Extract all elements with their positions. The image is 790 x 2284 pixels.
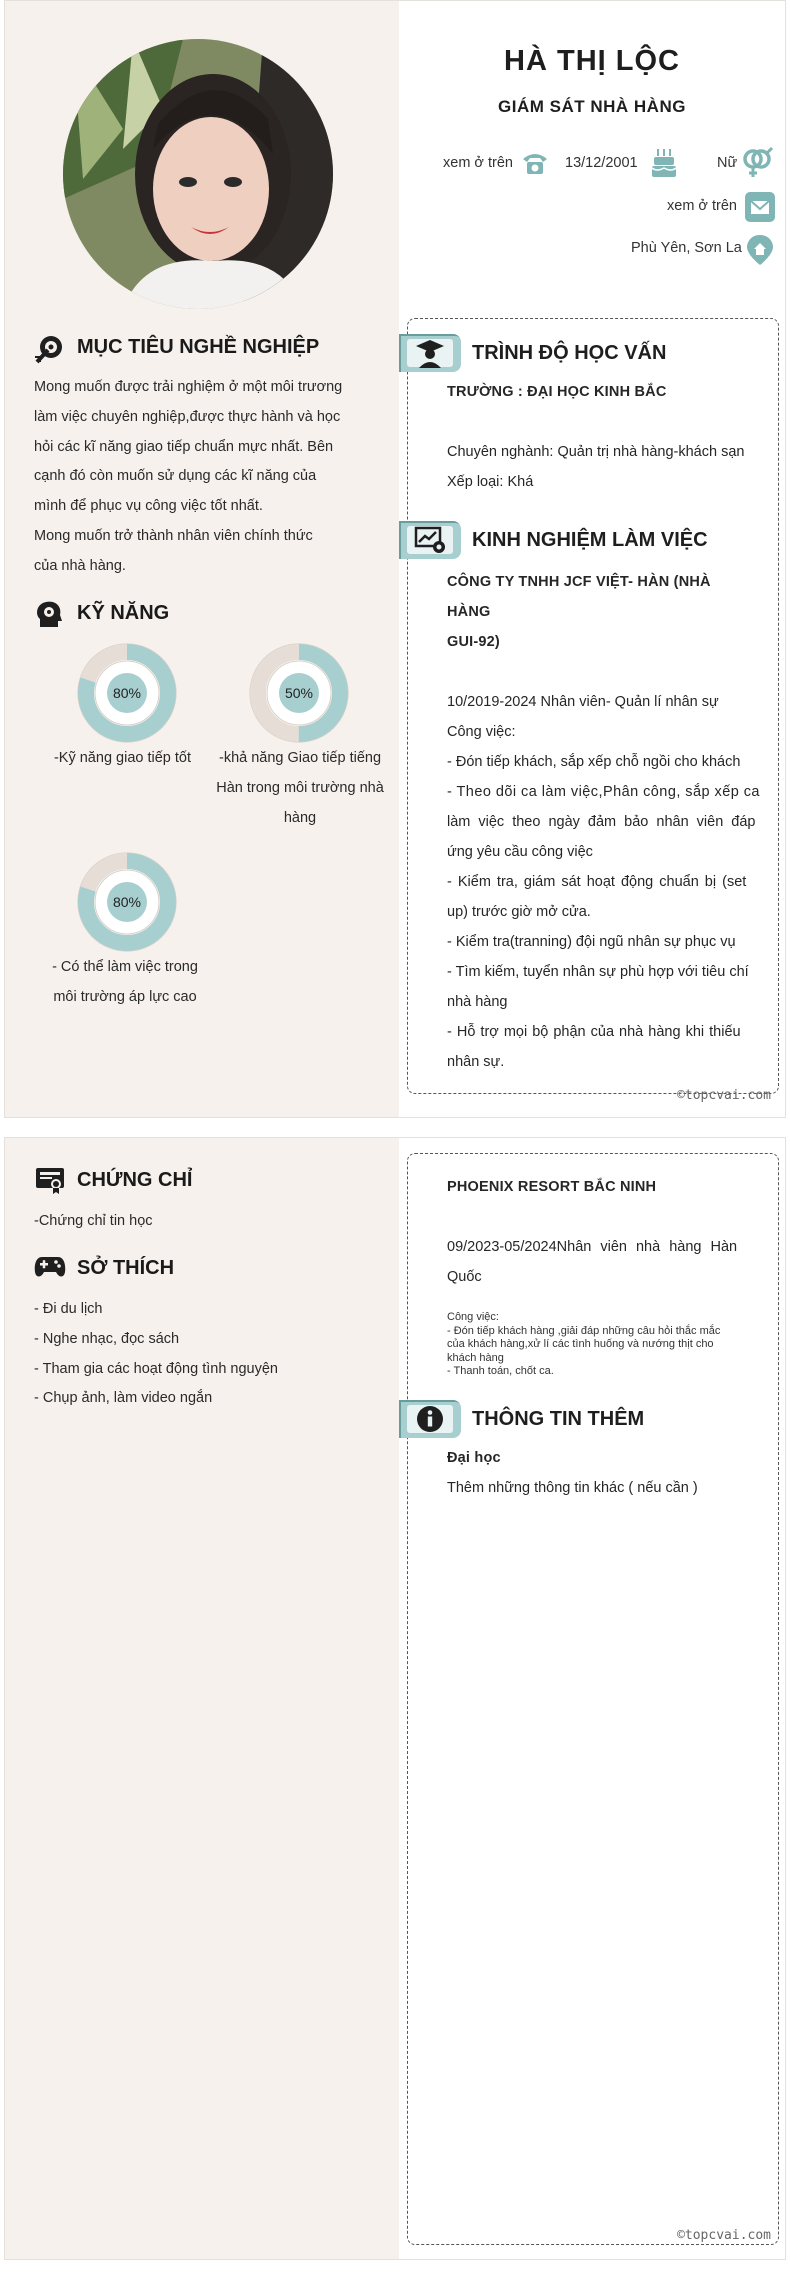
duty-line: khách hàng: [447, 1351, 504, 1364]
profile-photo: [63, 39, 333, 309]
birthday-cake-icon: [650, 147, 678, 179]
duty-line: nhân sự.: [447, 1054, 505, 1070]
gauge-percent-label: 80%: [112, 894, 142, 910]
skill-label-line: -khả năng Giao tiếp tiếng: [218, 750, 382, 766]
additional-subtitle: Đại học: [447, 1450, 501, 1466]
education-major: Chuyên nghành: Quản trị nhà hàng-khách sạn: [447, 444, 745, 460]
duty-line: - Kiểm tra, giám sát hoạt động chuẩn bị (set: [447, 874, 747, 890]
duty-line: Công việc:: [447, 1311, 499, 1323]
birthday-value: 13/12/2001: [565, 155, 638, 171]
job-period-cont: Quốc: [447, 1269, 482, 1285]
skill-label-line: hàng: [283, 810, 317, 826]
experience-title: KINH NGHIỆM LÀM VIỆC: [472, 529, 708, 551]
additional-info-content: [447, 1443, 753, 1503]
email-value: xem ở trên: [667, 198, 737, 214]
watermark: ©topcvai.com: [677, 1088, 771, 1103]
objective-line: hỏi các kĩ năng giao tiếp chuẩn mực nhất. Bên: [34, 438, 334, 455]
objective-line: mình để phục vụ công việc tốt nhất.: [34, 498, 263, 515]
skill-gauge: [77, 643, 177, 743]
company-name: PHOENIX RESORT BẮC NINH: [447, 1179, 657, 1195]
objective-line: làm việc chuyên nghiệp,được thực hành và học: [34, 408, 341, 425]
experience-tab: [399, 521, 461, 559]
skill-label-line: - Có thể làm việc trong: [52, 959, 198, 975]
phone-value: xem ở trên: [443, 155, 513, 171]
experience-chart-icon: [414, 526, 446, 554]
duty-line: - Theo dõi ca làm việc,Phân công, sắp xếp ca: [447, 784, 760, 800]
skill-label: [205, 743, 395, 833]
experience-content-cont: [447, 1172, 753, 1292]
duty-line: - Đón tiếp khách, sắp xếp chỗ ngồi cho khách: [447, 754, 741, 770]
duty-line: - Thanh toán, chốt ca.: [447, 1365, 554, 1377]
certificates-list: [34, 1207, 364, 1237]
hobbies-list: [34, 1295, 364, 1414]
education-title: TRÌNH ĐỘ HỌC VẤN: [472, 342, 667, 364]
objective-line: Mong muốn được trải nghiệm ở một môi trương: [34, 379, 343, 395]
additional-info-title: THÔNG TIN THÊM: [472, 1408, 645, 1430]
company-name-cont: GUI-92): [447, 634, 500, 650]
watermark: ©topcvai.com: [677, 2228, 771, 2243]
additional-info-tab: [399, 1400, 461, 1438]
duty-line: - Hỗ trợ mọi bộ phận của nhà hàng khi thiếu: [447, 1024, 741, 1040]
graduate-icon: [413, 338, 447, 368]
job-period: 10/2019-2024 Nhân viên- Quản lí nhân sự: [447, 694, 719, 710]
phone-icon: [520, 150, 550, 176]
duty-line: nhà hàng: [447, 994, 508, 1010]
skill-gauge: [249, 643, 349, 743]
certificate-item: -Chứng chỉ tin học: [34, 1213, 153, 1229]
info-icon: [415, 1404, 445, 1434]
duty-line: up) trước giờ mở cửa.: [447, 904, 591, 920]
skill-label: [35, 743, 210, 773]
hobbies-title: SỞ THÍCH: [77, 1257, 175, 1279]
hobby-item: - Nghe nhạc, đọc sách: [34, 1330, 180, 1347]
hobby-item: - Chụp ảnh, làm video ngắn: [34, 1390, 213, 1407]
candidate-name: HÀ THỊ LỘC: [504, 45, 680, 77]
objective-line: của nhà hàng.: [34, 557, 126, 574]
location-icon: [745, 234, 775, 266]
gauge-percent-label: 80%: [112, 685, 142, 701]
skill-label-line: -Kỹ năng giao tiếp tốt: [53, 750, 192, 766]
certificate-icon: [34, 1165, 66, 1195]
job-period: 09/2023-05/2024Nhân viên nhà hàng Hàn: [447, 1239, 738, 1255]
certificates-title: CHỨNG CHỈ: [77, 1169, 193, 1191]
duties-title: Công việc:: [447, 724, 516, 740]
skill-label: [35, 952, 215, 1012]
duty-line: - Tìm kiếm, tuyển nhân sự phù hợp với tiêu chí: [447, 964, 749, 980]
address-value: Phù Yên, Sơn La: [631, 240, 742, 256]
gamepad-icon: [34, 1255, 66, 1279]
skills-title: KỸ NĂNG: [77, 602, 170, 624]
duty-line: làm việc theo ngày đảm bảo nhân viên đáp: [447, 814, 756, 830]
duties-small: [447, 1311, 753, 1379]
cv-page-1: [4, 0, 786, 1118]
objective-line: Mong muốn trở thành nhân viên chính thức: [34, 527, 313, 544]
duty-line: của khách hàng,xử lí các tình huống và nướng thịt cho: [447, 1338, 714, 1350]
education-tab: [399, 334, 461, 372]
company-name: CÔNG TY TNHH JCF VIỆT- HÀN (NHÀ HÀNG: [447, 574, 711, 620]
cv-page-2: [4, 1137, 786, 2260]
education-grade: Xếp loại: Khá: [447, 474, 534, 490]
gender-icon: [741, 147, 773, 179]
skill-label-line: Hàn trong môi trường nhà: [216, 780, 384, 796]
career-target-icon: [34, 332, 66, 364]
gauge-percent-label: 50%: [284, 685, 314, 701]
skill-gauge: [77, 852, 177, 952]
gender-value: Nữ: [717, 155, 738, 171]
job-title: GIÁM SÁT NHÀ HÀNG: [498, 97, 686, 116]
hobby-item: - Đi du lịch: [34, 1301, 103, 1317]
objective-text: [34, 373, 364, 582]
additional-text: Thêm những thông tin khác ( nếu cần ): [447, 1480, 698, 1496]
school-name: TRƯỜNG : ĐẠI HỌC KINH BẮC: [447, 384, 667, 400]
duty-line: - Kiểm tra(tranning) đội ngũ nhân sự phục vụ: [447, 934, 736, 950]
objective-line: cạnh đó còn muốn sử dụng các kĩ năng của: [34, 468, 317, 485]
duty-line: - Đón tiếp khách hàng ,giải đáp những câu hỏi thắc mắc: [447, 1324, 721, 1337]
skills-brain-gear-icon: [34, 599, 66, 629]
duty-line: ứng yêu cầu công việc: [447, 844, 593, 860]
hobby-item: - Tham gia các hoạt động tình nguyện: [34, 1360, 278, 1377]
objective-title: MỤC TIÊU NGHỀ NGHIỆP: [77, 336, 320, 358]
skill-label-line: môi trường áp lực cao: [53, 989, 197, 1005]
education-content: [447, 377, 753, 497]
email-icon: [745, 192, 775, 222]
experience-content: [447, 567, 760, 1077]
